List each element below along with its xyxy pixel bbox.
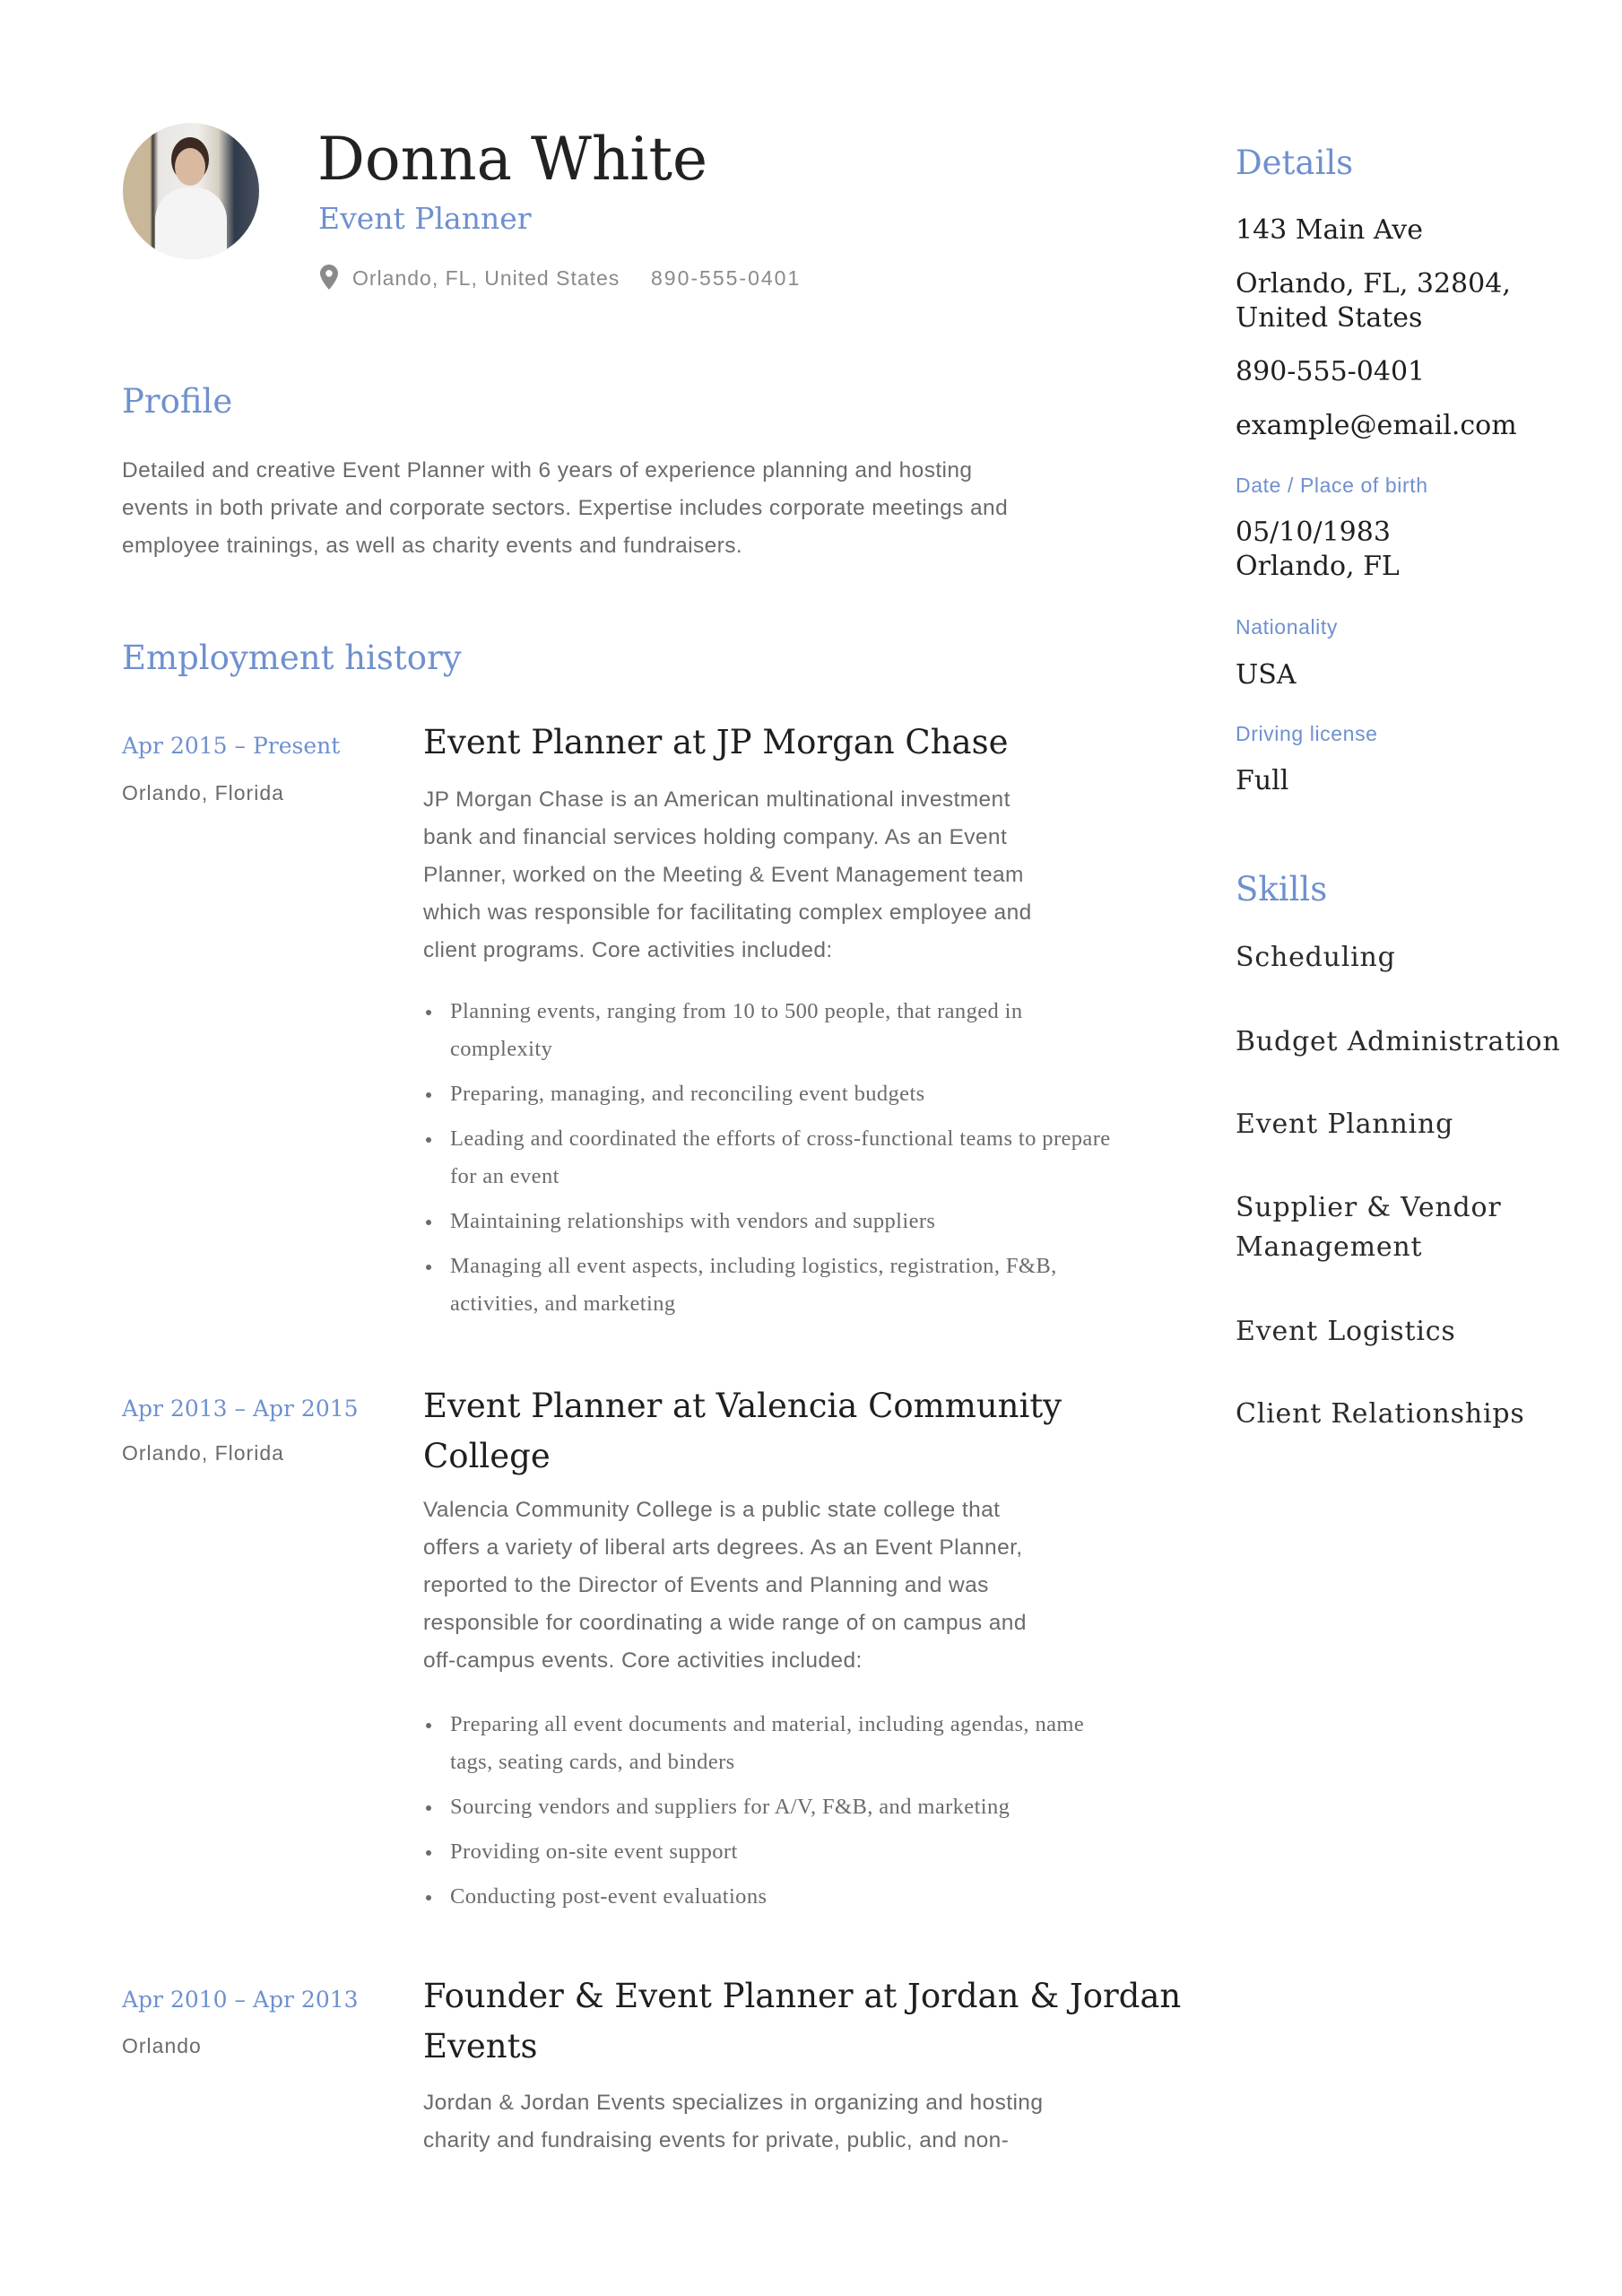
profile-line: employee trainings, as well as charity events and fundraisers. [122, 534, 743, 558]
profile-line: Detailed and creative Event Planner with 6 years of experience planning and hosting [122, 458, 973, 483]
job-description-line: Valencia Community College is a public state college that [423, 1498, 1001, 1522]
job-activity-item: Preparing, managing, and reconciling event budgets [423, 1075, 1123, 1113]
job-location: Orlando, Florida [122, 1441, 284, 1465]
job-title: Founder & Event Planner at Jordan & Jordan [423, 1977, 1182, 2015]
header-location: Orlando, FL, United States [352, 266, 620, 290]
job-location: Orlando, Florida [122, 781, 284, 804]
job-activity-item: Conducting post-event evaluations [423, 1878, 1123, 1916]
avatar [123, 123, 259, 259]
job-dates: Apr 2015 – Present [122, 733, 341, 759]
job-activities-list [423, 1706, 1123, 1923]
details-email[interactable]: example@email.com [1236, 410, 1517, 441]
profile-heading: Profile [122, 382, 233, 421]
avatar-head-shape [175, 148, 205, 186]
job-description-line: reported to the Director of Events and Planning and was [423, 1573, 989, 1597]
profile-line: events in both private and corporate sectors. Expertise includes corporate meetings and [122, 496, 1009, 520]
details-address-line2: Orlando, FL, 32804, [1236, 268, 1511, 300]
skill-item: Client Relationships [1236, 1398, 1525, 1430]
job-title-continued: College [423, 1437, 551, 1475]
job-description-line: client programs. Core activities included: [423, 938, 833, 962]
job-title: Event Planner at JP Morgan Chase [423, 723, 1009, 761]
job-description-line: which was responsible for facilitating complex employee and [423, 900, 1032, 925]
job-dates: Apr 2010 – Apr 2013 [122, 1987, 359, 2013]
skill-item: Event Planning [1236, 1109, 1454, 1140]
job-location: Orlando [122, 2034, 202, 2057]
job-description-line: responsible for coordinating a wide range of on campus and [423, 1611, 1027, 1635]
job-description-line: charity and fundraising events for private, public, and non- [423, 2128, 1010, 2152]
details-address-line1: 143 Main Ave [1236, 214, 1424, 246]
birth-place: Orlando, FL [1236, 551, 1400, 582]
skill-item-continued: Management [1236, 1231, 1423, 1263]
details-heading: Details [1236, 144, 1354, 182]
job-activity-item: Sourcing vendors and suppliers for A/V, F&B, and marketing [423, 1788, 1123, 1826]
birth-date: 05/10/1983 [1236, 517, 1391, 548]
birth-label: Date / Place of birth [1236, 474, 1428, 497]
job-activity-item: Maintaining relationships with vendors and suppliers [423, 1203, 1123, 1240]
job-activity-item: Leading and coordinated the efforts of cross-functional teams to prepare for an event [423, 1120, 1123, 1196]
license-value: Full [1236, 765, 1289, 796]
skill-item: Supplier & Vendor [1236, 1192, 1502, 1223]
job-activity-item: Preparing all event documents and material, including agendas, name tags, seating cards, and binders [423, 1706, 1123, 1781]
candidate-title: Event Planner [318, 201, 532, 236]
job-activity-item: Planning events, ranging from 10 to 500 people, that ranged in complexity [423, 993, 1123, 1068]
job-activities-list [423, 993, 1123, 1330]
job-description-line: offers a variety of liberal arts degrees. As an Event Planner, [423, 1535, 1023, 1560]
skills-heading: Skills [1236, 870, 1328, 909]
details-phone: 890-555-0401 [1236, 356, 1426, 387]
avatar-body-shape [155, 187, 227, 259]
job-description-line: Planner, worked on the Meeting & Event Management team [423, 863, 1024, 887]
skill-item: Budget Administration [1236, 1026, 1561, 1057]
job-title: Event Planner at Valencia Community [423, 1387, 1063, 1425]
details-address-line3: United States [1236, 302, 1423, 334]
license-label: Driving license [1236, 722, 1378, 745]
map-pin-icon [320, 265, 338, 290]
job-dates: Apr 2013 – Apr 2015 [122, 1396, 359, 1422]
job-activity-item: Providing on-site event support [423, 1833, 1123, 1871]
job-title-continued: Events [423, 2027, 538, 2066]
job-description-line: JP Morgan Chase is an American multinational investment [423, 787, 1010, 812]
skill-item: Scheduling [1236, 942, 1396, 973]
nationality-label: Nationality [1236, 615, 1338, 639]
job-activity-item: Managing all event aspects, including logistics, registration, F&B, activities, and marketing [423, 1248, 1123, 1323]
candidate-name: Donna White [317, 125, 708, 194]
nationality-value: USA [1236, 659, 1297, 691]
employment-heading: Employment history [122, 639, 462, 677]
job-description-line: Jordan & Jordan Events specializes in organizing and hosting [423, 2091, 1044, 2115]
job-description-line: bank and financial services holding company. As an Event [423, 825, 1008, 849]
job-description-line: off-campus events. Core activities included: [423, 1648, 863, 1673]
skill-item: Event Logistics [1236, 1316, 1456, 1347]
header-phone: 890-555-0401 [651, 266, 802, 290]
